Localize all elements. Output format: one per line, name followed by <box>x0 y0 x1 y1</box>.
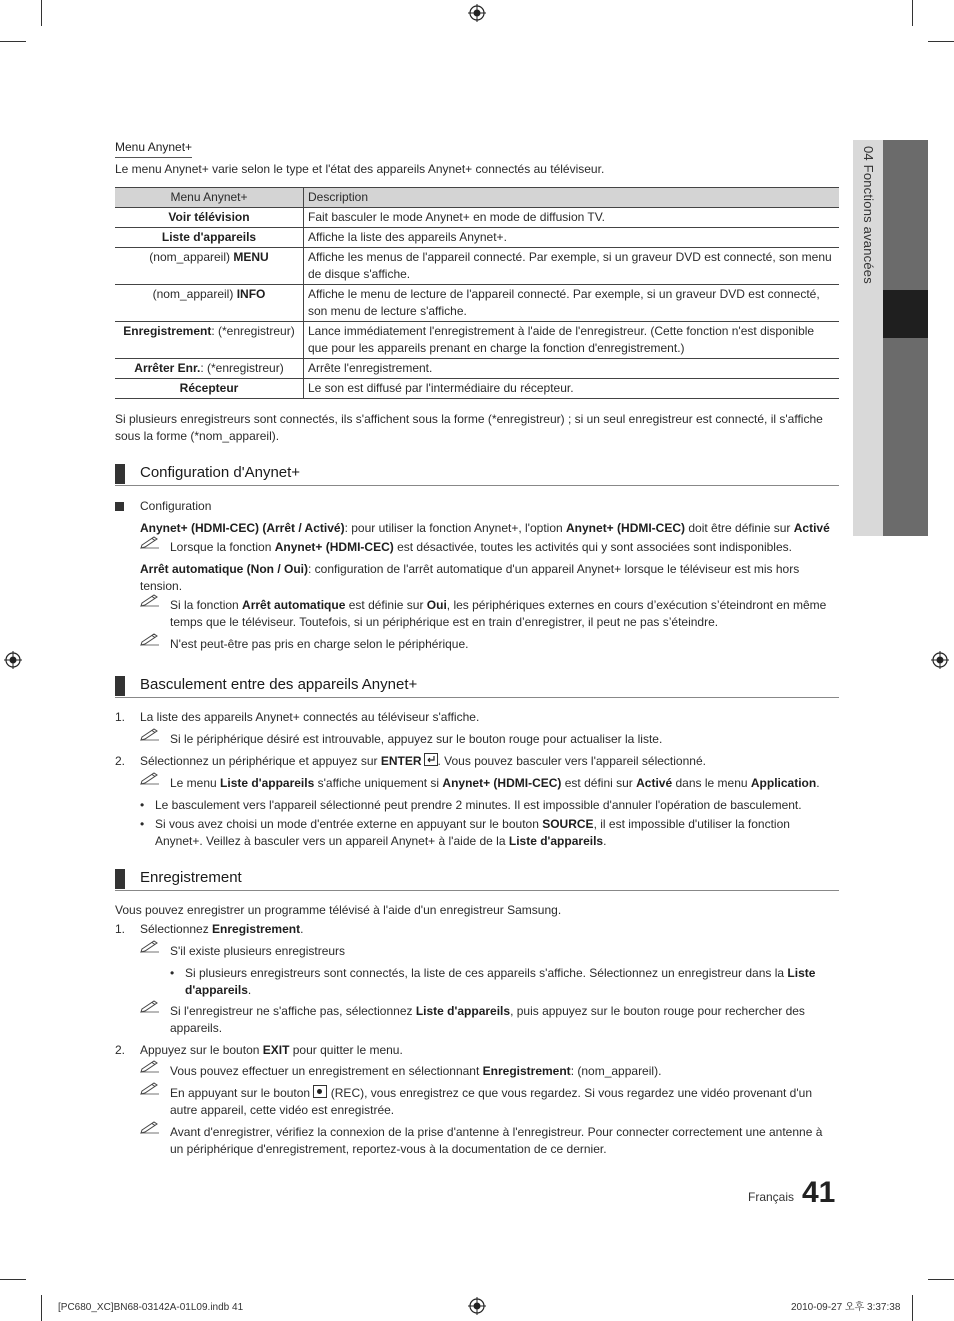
section-heading-text: Configuration d'Anynet+ <box>140 464 301 481</box>
note-pencil-icon <box>140 632 160 646</box>
crop-mark <box>0 41 26 42</box>
numbered-item: 2. Appuyez sur le bouton EXIT pour quitter le menu. <box>115 1043 403 1057</box>
table-cell-menu: Liste d'appareils <box>115 228 304 248</box>
table-footnote: Si plusieurs enregistreurs sont connectés, ils s'affichent sous la forme (*enregistreur) ; si un seul enregistreur est connecté, il s'affiche sous la forme (*nom_appareil). <box>115 412 823 443</box>
note-item: Si l'enregistreur ne s'affiche pas, sélectionnez Liste d'appareils, puis appuyez sur le bouton rouge pour rechercher des appareils. <box>115 1003 839 1037</box>
side-tab-chapter-label: 04 Fonctions avancées <box>861 146 876 284</box>
note-pencil-icon <box>140 1081 160 1095</box>
crop-mark <box>912 1295 913 1321</box>
footer-language: Français <box>748 1190 795 1204</box>
paragraph-anynet-hdmi-cec: Anynet+ (HDMI-CEC) (Arrêt / Activé): pour utiliser la fonction Anynet+, l'option Anynet+ (HDMI-CEC) doit être définie sur Activé <box>140 521 830 535</box>
note-pencil-icon <box>140 999 160 1013</box>
section-heading-bar <box>115 464 125 484</box>
item-number: 1. <box>115 922 126 936</box>
section-heading-configuration <box>115 463 839 486</box>
section-intro: Vous pouvez enregistrer un programme télévisé à l'aide d'un enregistreur Samsung. <box>115 903 562 917</box>
registration-mark-icon <box>931 651 949 669</box>
note-pencil-icon <box>140 939 160 953</box>
table-cell-menu: Récepteur <box>115 379 304 399</box>
table-cell-description: Affiche la liste des appareils Anynet+. <box>304 228 840 248</box>
section-heading-bar <box>115 869 125 889</box>
section-heading-text: Enregistrement <box>140 869 242 886</box>
table-cell-menu: Voir télévision <box>115 208 304 228</box>
print-slug-file: [PC680_XC]BN68-03142A-01L09.indb 41 <box>58 1302 244 1313</box>
table-cell-menu: Arrêter Enr.: (*enregistreur) <box>115 359 304 379</box>
table-cell-description: Affiche les menus de l'appareil connecté. Par exemple, si un graveur DVD est connecté, son menu de disque s'affiche. <box>304 248 840 285</box>
table-row <box>115 322 839 359</box>
table-cell-description: Affiche le menu de lecture de l'appareil connecté. Par exemple, si un graveur DVD est connecté, son menu de lecture s'affiche. <box>304 285 840 322</box>
table-cell-description: Fait basculer le mode Anynet+ en mode de diffusion TV. <box>304 208 840 228</box>
item-number: 1. <box>115 710 126 724</box>
dot-bullet-icon: • <box>140 798 145 812</box>
dot-item: • Si vous avez choisi un mode d'entrée externe en appuyant sur le bouton SOURCE, il est impossible d'utiliser la fonction Anynet+. Veillez à basculer vers un appareil Anynet+ à l'aide de la Liste d'appareils. <box>140 817 790 848</box>
side-tab-block <box>883 140 928 290</box>
square-bullet-icon <box>115 502 124 511</box>
item-number: 2. <box>115 754 126 768</box>
section-heading-bar <box>115 676 125 696</box>
enter-key-icon <box>424 753 438 766</box>
crop-mark <box>928 41 954 42</box>
note-item: Si la fonction Arrêt automatique est définie sur Oui, les périphériques externes en cours d’exécution s’éteindront en même temps que le téléviseur. Toutefois, si un périphérique est en train d’enregistrer, il peut ne pas s’éteindre. <box>115 597 839 631</box>
registration-mark-icon <box>468 4 486 22</box>
note-pencil-icon <box>140 771 160 785</box>
dot-item: • Si plusieurs enregistreurs sont connectés, la liste de ces appareils s'affiche. Sélectionnez un enregistreur dans la Liste d'appareils. <box>170 966 816 997</box>
table-row <box>115 379 839 399</box>
table-row <box>115 248 839 285</box>
table-cell-description: Lance immédiatement l'enregistrement à l'aide de l'enregistreur. (Cette fonction n'est disponible que pour les appareils prenant en charge la fonction d'enregistrement.) <box>304 322 840 359</box>
table-header-row <box>115 188 839 208</box>
page-number: 41 <box>802 1176 836 1209</box>
anynet-menu-table <box>115 187 839 399</box>
note-item: Lorsque la fonction Anynet+ (HDMI-CEC) est désactivée, toutes les activités qui y sont associées sont indisponibles. <box>115 539 839 556</box>
note-item: Avant d'enregistrer, vérifiez la connexion de la prise d'antenne à l'enregistreur. Pour connecter correctement une antenne à un périphérique d'enregistrement, reportez-vous à la documentation de ce dernier. <box>115 1124 839 1158</box>
note-item: S'il existe plusieurs enregistreurs <box>115 943 839 960</box>
note-item: Le menu Liste d'appareils s'affiche uniquement si Anynet+ (HDMI-CEC) est défini sur Activé dans le menu Application. <box>115 775 839 792</box>
table-row <box>115 228 839 248</box>
bullet-configuration <box>115 498 839 515</box>
registration-mark-icon <box>468 1297 486 1315</box>
item-number: 2. <box>115 1043 126 1057</box>
paragraph-arret-automatique: Arrêt automatique (Non / Oui): configuration de l'arrêt automatique d'un appareil Anynet+ lorsque le téléviseur est mis hors tension. <box>140 562 800 593</box>
side-tab-block <box>883 338 928 536</box>
side-tab-active-block <box>883 290 928 338</box>
crop-mark <box>928 1279 954 1280</box>
note-item: Si le périphérique désiré est introuvable, appuyez sur le bouton rouge pour actualiser la liste. <box>115 731 839 748</box>
dot-item: • Le basculement vers l'appareil sélectionné peut prendre 2 minutes. Il est impossible d'annuler l'opération de basculement. <box>140 798 802 812</box>
crop-mark <box>0 1279 26 1280</box>
dot-bullet-icon: • <box>170 966 175 980</box>
table-cell-menu: Enregistrement: (*enregistreur) <box>115 322 304 359</box>
table-row <box>115 359 839 379</box>
table-cell-description: Le son est diffusé par l'intermédiaire du récepteur. <box>304 379 840 399</box>
registration-mark-icon <box>4 651 22 669</box>
numbered-item: 2. Sélectionnez un périphérique et appuyez sur ENTER . Vous pouvez basculer vers l'appareil sélectionné. <box>115 754 706 768</box>
table-header-description: Description <box>304 188 840 208</box>
table-cell-menu: (nom_appareil) INFO <box>115 285 304 322</box>
section-heading-enregistrement <box>115 868 839 891</box>
crop-mark <box>41 0 42 26</box>
note-pencil-icon <box>140 535 160 549</box>
bullet-label: Configuration <box>140 499 212 513</box>
section-heading-basculement <box>115 675 839 698</box>
section-heading-text: Basculement entre des appareils Anynet+ <box>140 676 418 693</box>
print-slug-date: 2010-09-27 오후 3:37:38 <box>791 1302 901 1313</box>
note-pencil-icon <box>140 727 160 741</box>
table-row <box>115 208 839 228</box>
note-item: N'est peut-être pas pris en charge selon le périphérique. <box>115 636 839 653</box>
table-row <box>115 285 839 322</box>
note-pencil-icon <box>140 593 160 607</box>
note-pencil-icon <box>140 1059 160 1073</box>
note-item: Vous pouvez effectuer un enregistrement en sélectionnant Enregistrement: (nom_appareil). <box>115 1063 839 1080</box>
numbered-item: 1. La liste des appareils Anynet+ connectés au téléviseur s'affiche. <box>115 710 480 724</box>
numbered-item: 1. Sélectionnez Enregistrement. <box>115 922 304 936</box>
note-item: En appuyant sur le bouton (REC), vous enregistrez ce que vous regardez. Si vous regardez une vidéo provenant d'un autre appareil, cette vidéo est enregistrée. <box>115 1085 839 1119</box>
page-content <box>115 139 839 1158</box>
crop-mark <box>41 1295 42 1321</box>
dot-bullet-icon: • <box>140 817 145 831</box>
table-header-menu: Menu Anynet+ <box>115 188 304 208</box>
table-cell-description: Arrête l'enregistrement. <box>304 359 840 379</box>
table-cell-menu: (nom_appareil) MENU <box>115 248 304 285</box>
record-button-icon <box>313 1085 327 1098</box>
menu-title: Menu Anynet+ <box>115 139 192 158</box>
note-pencil-icon <box>140 1120 160 1134</box>
crop-mark <box>912 0 913 26</box>
menu-description: Le menu Anynet+ varie selon le type et l'état des appareils Anynet+ connectés au téléviseur. <box>115 162 605 176</box>
